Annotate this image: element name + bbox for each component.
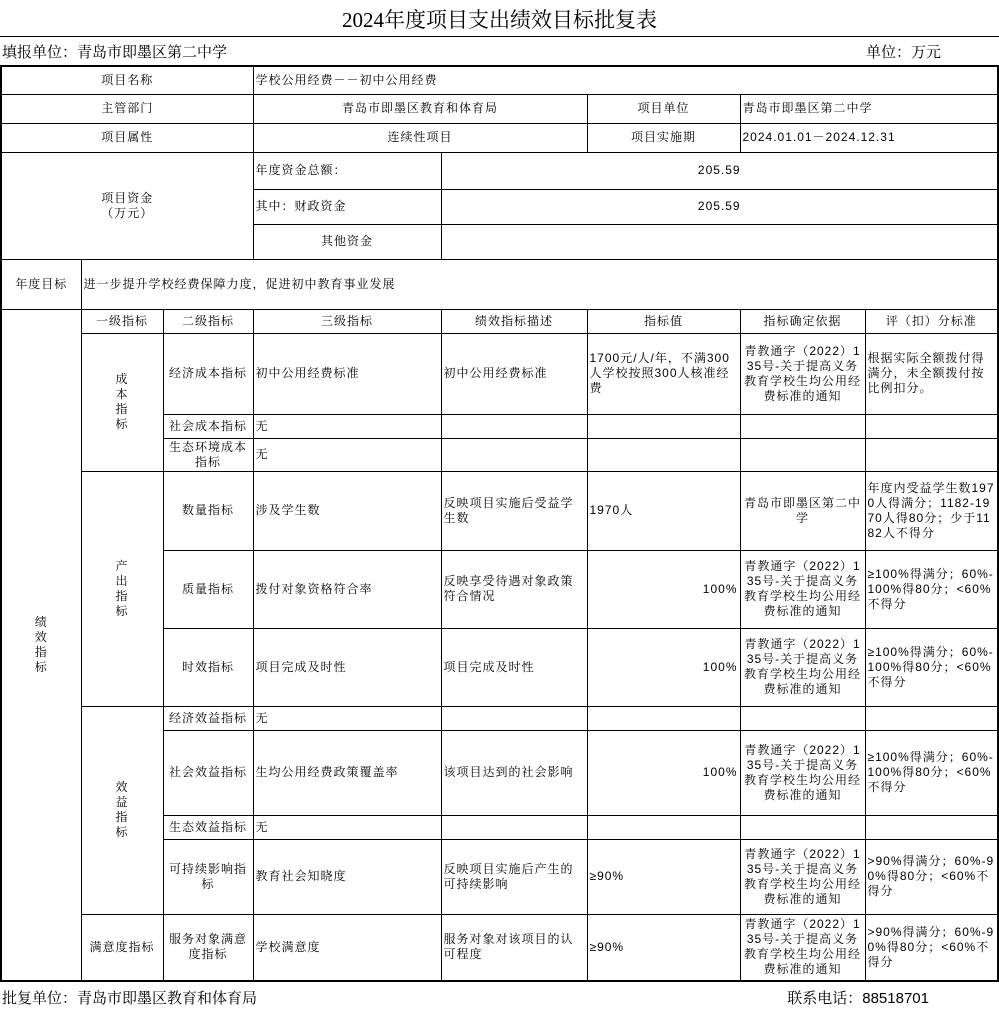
level1-indicator: 满意度指标: [81, 914, 163, 981]
fiscal-label: 其中：财政资金: [253, 189, 441, 224]
indicator-description: 服务对象对该项目的认可程度: [441, 914, 587, 981]
indicator-description: 项目完成及时性: [441, 628, 587, 706]
indicator-description: [441, 815, 587, 839]
level2-indicator: 生态效益指标: [163, 815, 253, 839]
project-name-label: 项目名称: [1, 66, 253, 94]
scoring-standard: [865, 815, 998, 839]
indicator-value: 100%: [587, 628, 740, 706]
scoring-standard: 年度内受益学生数1970人得满分；1182-1970人得80分；少于1182人不得分: [865, 471, 998, 550]
scoring-standard: ≥100%得满分；60%-100%得80分；<60%不得分: [865, 730, 998, 815]
indicator-basis: 青教通字（2022）135号-关于提高义务教育学校生均公用经费标准的通知: [740, 333, 865, 414]
other-value: [441, 224, 998, 259]
fiscal-value: 205.59: [441, 189, 998, 224]
level2-indicator: 社会效益指标: [163, 730, 253, 815]
indicator-row: [1, 706, 998, 730]
level3-indicator: 无: [253, 706, 441, 730]
level3-indicator: 无: [253, 414, 441, 438]
indicator-value: [587, 414, 740, 438]
header-info: [0, 36, 999, 65]
level2-indicator: 经济效益指标: [163, 706, 253, 730]
indicator-value: ≥90%: [587, 914, 740, 981]
level2-indicator: 可持续影响指标: [163, 839, 253, 914]
level3-indicator: 拨付对象资格符合率: [253, 550, 441, 628]
level1-indicator: 效 益 指 标: [81, 706, 163, 914]
other-label: 其他资金: [253, 224, 441, 259]
indicator-description: 初中公用经费标准: [441, 333, 587, 414]
period: 2024.01.01－2024.12.31: [740, 123, 998, 152]
scoring-standard: >90%得满分；60%-90%得80分；<60%不得分: [865, 839, 998, 914]
period-label: 项目实施期: [587, 123, 740, 152]
dept: 青岛市即墨区教育和体育局: [253, 94, 587, 123]
attr: 连续性项目: [253, 123, 587, 152]
indicator-value: 100%: [587, 550, 740, 628]
scoring-standard: 根据实际全额拨付得满分，未全额拨付按比例扣分。: [865, 333, 998, 414]
column-header: 评（扣）分标准: [865, 309, 998, 333]
indicator-value: 1970人: [587, 471, 740, 550]
indicator-basis: [740, 815, 865, 839]
scoring-standard: [865, 438, 998, 471]
level3-indicator: 涉及学生数: [253, 471, 441, 550]
proj-unit: 青岛市即墨区第二中学: [740, 94, 998, 123]
level1-indicator: 成 本 指 标: [81, 333, 163, 471]
indicator-basis: 青教通字（2022）135号-关于提高义务教育学校生均公用经费标准的通知: [740, 914, 865, 981]
indicator-row: [1, 914, 998, 981]
approval-table: [0, 65, 999, 982]
total-label: 年度资金总额：: [253, 152, 441, 189]
perf-label: 绩 效 指 标: [1, 309, 81, 981]
column-header: 指标值: [587, 309, 740, 333]
currency-unit: 单位：万元: [865, 43, 941, 61]
annual-goal: 进一步提升学校经费保障力度，促进初中教育事业发展: [81, 259, 998, 309]
funds-label: 项目资金 （万元）: [1, 152, 253, 259]
project-name: 学校公用经费－－初中公用经费: [253, 66, 998, 94]
level2-indicator: 质量指标: [163, 550, 253, 628]
level3-indicator: 初中公用经费标准: [253, 333, 441, 414]
scoring-standard: [865, 706, 998, 730]
scoring-standard: [865, 414, 998, 438]
column-header: 一级指标: [81, 309, 163, 333]
level2-indicator: 经济成本指标: [163, 333, 253, 414]
indicator-value: [587, 438, 740, 471]
scoring-standard: ≥100%得满分；60%-100%得80分；<60%不得分: [865, 550, 998, 628]
level2-indicator: 社会成本指标: [163, 414, 253, 438]
scoring-standard: ≥100%得满分；60%-100%得80分；<60%不得分: [865, 628, 998, 706]
indicator-description: 该项目达到的社会影响: [441, 730, 587, 815]
column-header: 指标确定依据: [740, 309, 865, 333]
column-header: 二级指标: [163, 309, 253, 333]
indicator-basis: 青教通字（2022）135号-关于提高义务教育学校生均公用经费标准的通知: [740, 628, 865, 706]
annual-goal-label: 年度目标: [1, 259, 81, 309]
indicator-basis: [740, 706, 865, 730]
indicator-basis: 青教通字（2022）135号-关于提高义务教育学校生均公用经费标准的通知: [740, 550, 865, 628]
filler-unit: 填报单位：青岛市即墨区第二中学: [2, 43, 228, 61]
indicator-basis: 青教通字（2022）135号-关于提高义务教育学校生均公用经费标准的通知: [740, 839, 865, 914]
proj-unit-label: 项目单位: [587, 94, 740, 123]
level3-indicator: 教育社会知晓度: [253, 839, 441, 914]
indicator-description: [441, 438, 587, 471]
column-header: 绩效指标描述: [441, 309, 587, 333]
indicator-description: 反映项目实施后产生的可持续影响: [441, 839, 587, 914]
level3-indicator: 生均公用经费政策覆盖率: [253, 730, 441, 815]
attr-label: 项目属性: [1, 123, 253, 152]
phone: 联系电话：88518701: [787, 989, 929, 1007]
level2-indicator: 服务对象满意度指标: [163, 914, 253, 981]
indicator-value: 1700元/人/年，不满300人学校按照300人核准经费: [587, 333, 740, 414]
indicator-description: 反映享受待遇对象政策符合情况: [441, 550, 587, 628]
footer: [0, 982, 999, 1012]
level3-indicator: 学校满意度: [253, 914, 441, 981]
indicator-basis: [740, 438, 865, 471]
indicator-value: [587, 706, 740, 730]
indicator-value: [587, 815, 740, 839]
indicator-row: [1, 333, 998, 414]
level2-indicator: 数量指标: [163, 471, 253, 550]
indicator-basis: 青教通字（2022）135号-关于提高义务教育学校生均公用经费标准的通知: [740, 730, 865, 815]
approver: 批复单位：青岛市即墨区教育和体育局: [2, 989, 258, 1007]
level1-indicator: 产 出 指 标: [81, 471, 163, 706]
indicator-description: 反映项目实施后受益学生数: [441, 471, 587, 550]
level2-indicator: 时效指标: [163, 628, 253, 706]
indicator-description: [441, 414, 587, 438]
level3-indicator: 项目完成及时性: [253, 628, 441, 706]
dept-label: 主管部门: [1, 94, 253, 123]
indicator-basis: 青岛市即墨区第二中学: [740, 471, 865, 550]
page-title: 2024年度项目支出绩效目标批复表: [342, 8, 657, 32]
indicator-description: [441, 706, 587, 730]
level3-indicator: 无: [253, 815, 441, 839]
indicator-value: ≥90%: [587, 839, 740, 914]
level3-indicator: 无: [253, 438, 441, 471]
indicator-basis: [740, 414, 865, 438]
indicator-row: [1, 471, 998, 550]
indicator-value: 100%: [587, 730, 740, 815]
scoring-standard: >90%得满分；60%-90%得80分；<60%不得分: [865, 914, 998, 981]
column-header: 三级指标: [253, 309, 441, 333]
level2-indicator: 生态环境成本指标: [163, 438, 253, 471]
total-value: 205.59: [441, 152, 998, 189]
